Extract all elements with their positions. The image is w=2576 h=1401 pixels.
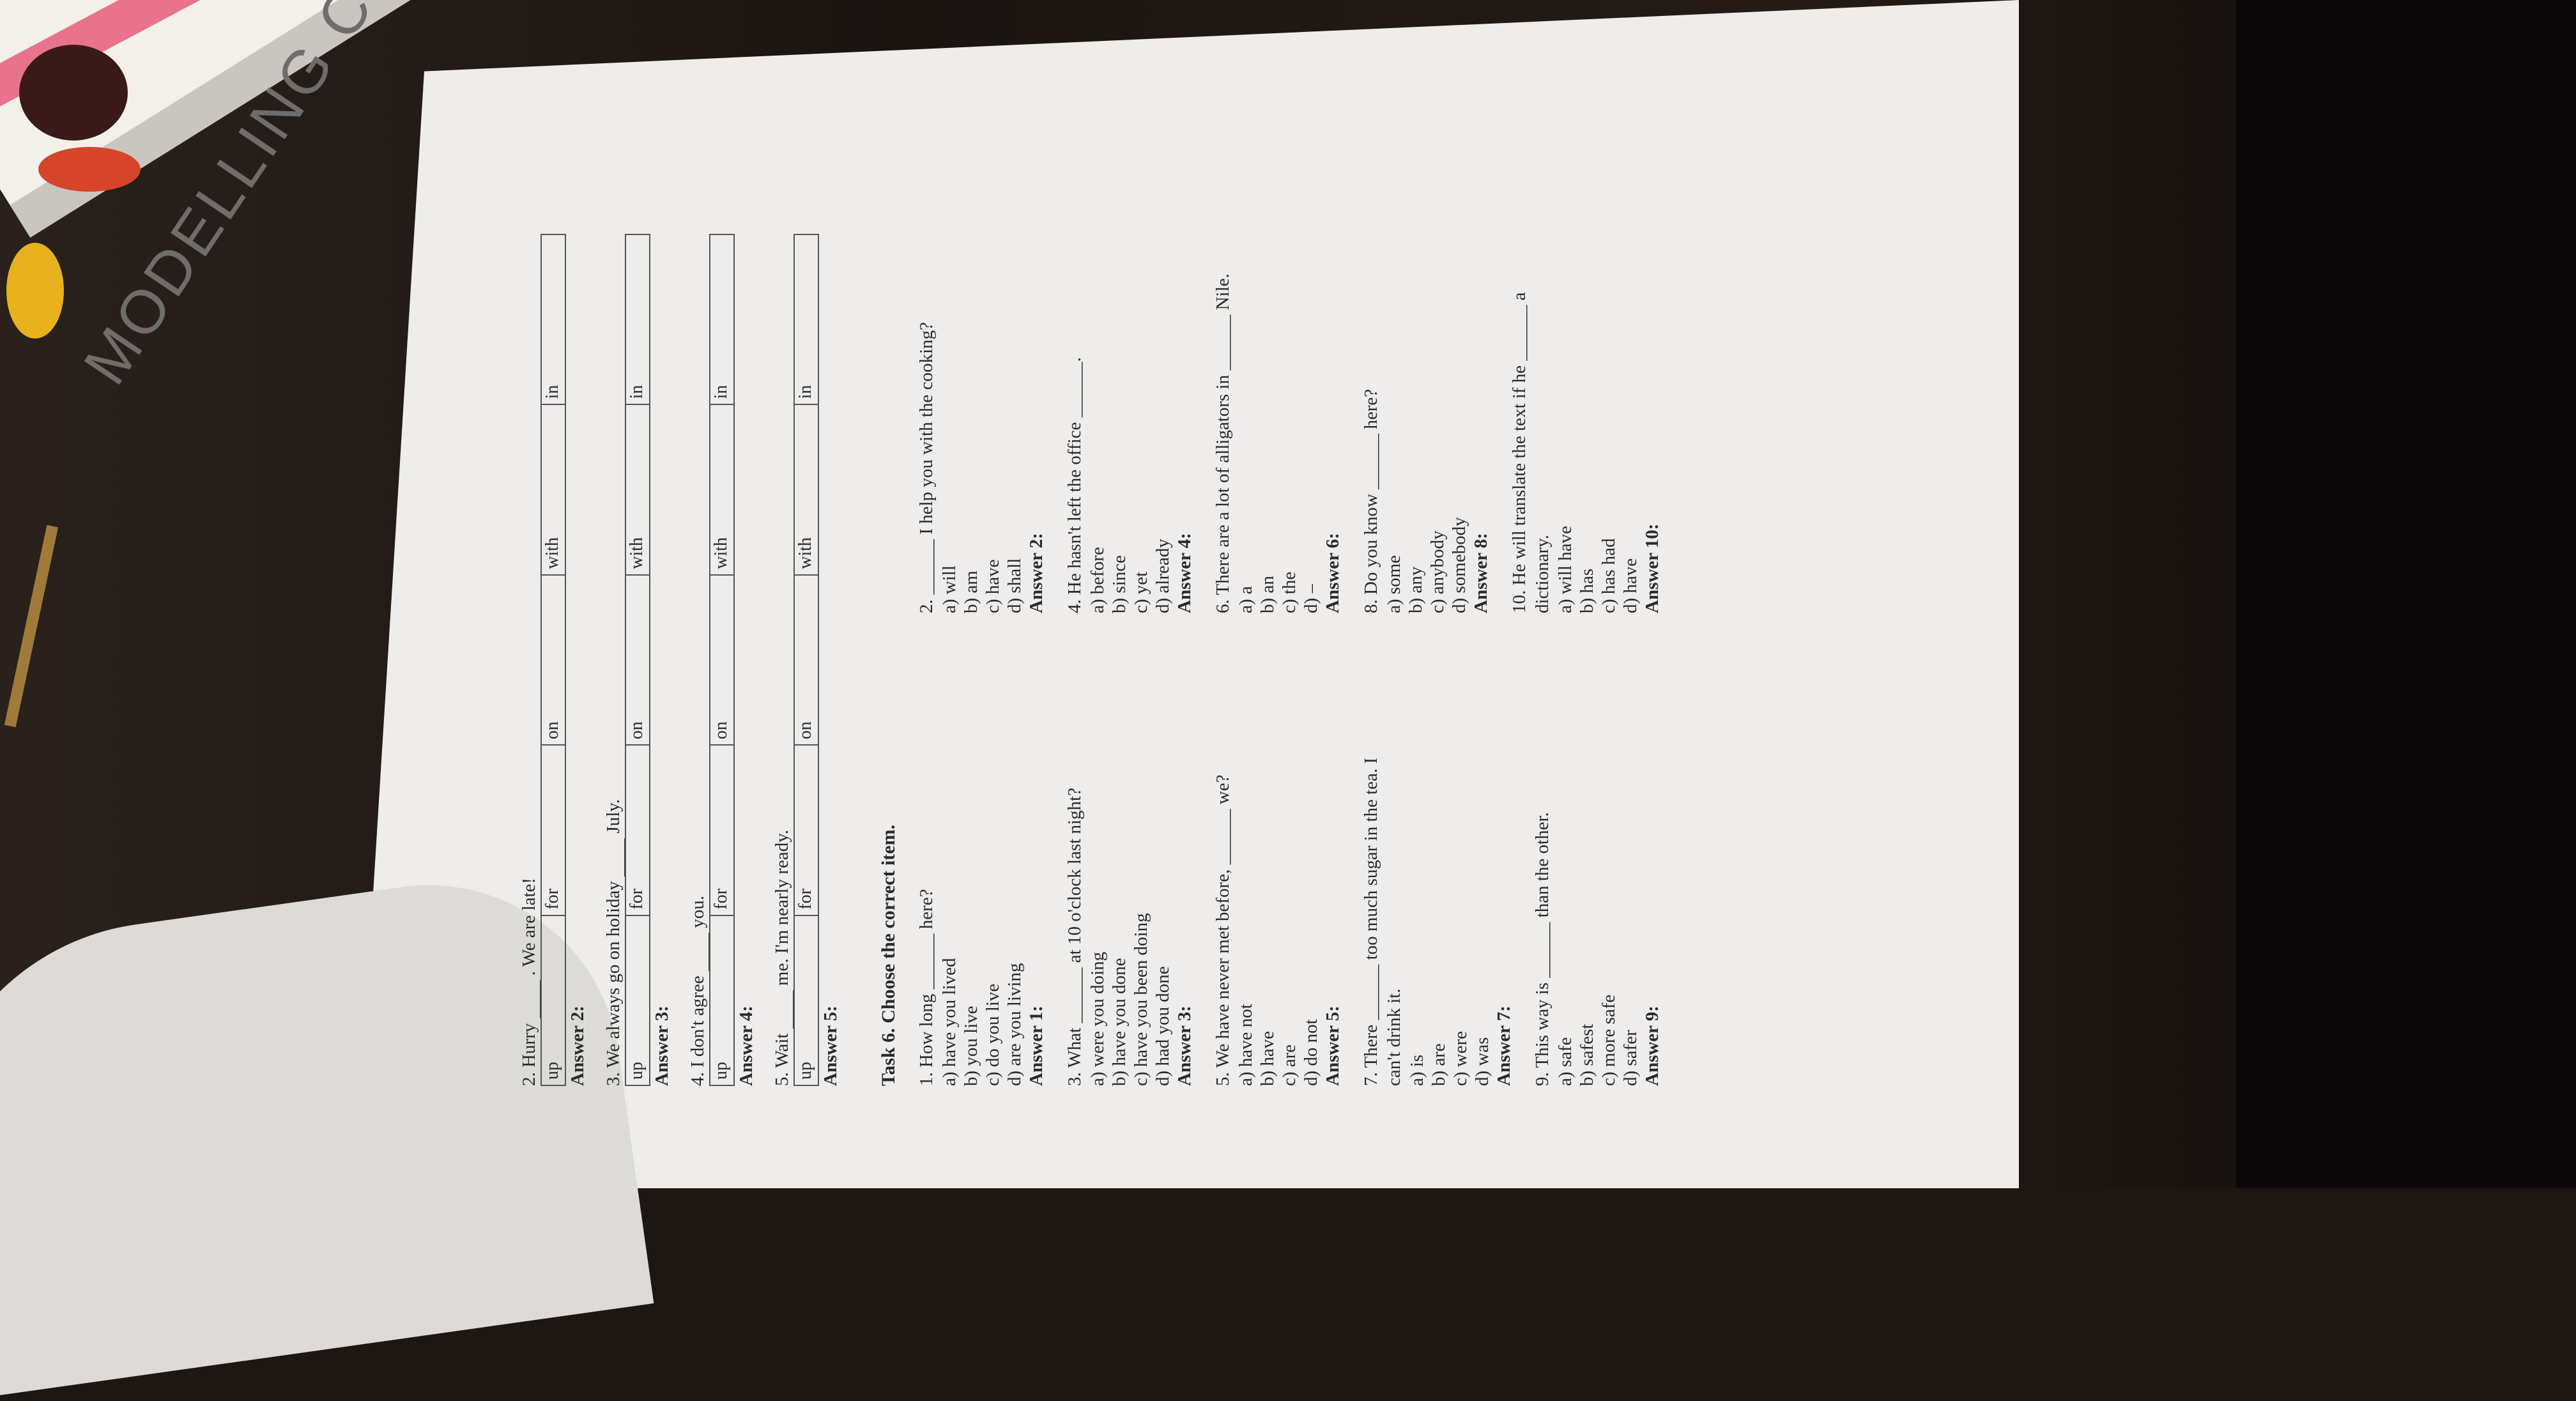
right-question: 10. He will translate the text if he ______ a <box>1509 292 1529 613</box>
right-option: c) the <box>1279 571 1300 613</box>
right-question-cont: dictionary. <box>1532 535 1552 613</box>
option-cell[interactable]: on <box>795 574 818 744</box>
option-cell[interactable]: in <box>711 385 731 399</box>
answer-blank[interactable] <box>525 980 541 1018</box>
left-option: a) have you lived <box>939 958 960 1086</box>
left-question: 7. There ______ too much sugar in the tea. I <box>1361 757 1381 1086</box>
option-cell[interactable]: up <box>795 915 818 1085</box>
worksheet-content <box>492 51 1949 1112</box>
task6-title: Task 6. Choose the correct item. <box>878 824 899 1086</box>
right-option: c) anybody <box>1427 530 1448 613</box>
option-cell[interactable]: in <box>542 385 562 399</box>
left-option: d) are you living <box>1004 963 1025 1086</box>
right-option: a) will <box>939 565 960 613</box>
option-cell[interactable]: with <box>795 404 818 574</box>
right-option: a) some <box>1384 555 1404 613</box>
option-cell[interactable]: for <box>542 744 565 914</box>
right-option: b) am <box>961 570 981 613</box>
left-option: b) are <box>1429 1043 1449 1086</box>
left-question: 3. What ______ at 10 o'clock last night? <box>1064 788 1085 1086</box>
answer-blank[interactable] <box>693 933 710 971</box>
left-question: 9. This way is ______ than the other. <box>1532 812 1552 1086</box>
left-question-cont: can't drink it. <box>1384 988 1404 1086</box>
right-answer-label: Answer 8: <box>1471 533 1491 613</box>
right-option: a) will have <box>1555 526 1575 613</box>
right-question: 4. He hasn't left the office ______. <box>1064 357 1085 613</box>
option-cell[interactable]: up <box>626 915 649 1085</box>
left-answer-label: Answer 9: <box>1642 1006 1662 1086</box>
left-question: 1. How long ______ here? <box>916 889 937 1086</box>
options-table <box>540 234 566 1086</box>
right-answer-label: Answer 6: <box>1322 533 1343 613</box>
right-option: b) any <box>1406 566 1426 613</box>
right-option: c) have <box>983 559 1003 613</box>
answer-label: Answer 2: <box>567 1006 588 1086</box>
options-table <box>793 234 819 1086</box>
left-answer-label: Answer 5: <box>1322 1006 1343 1086</box>
option-cell[interactable]: for <box>710 744 733 914</box>
left-option: c) were <box>1450 1030 1471 1086</box>
option-cell[interactable]: up <box>710 915 733 1085</box>
right-option: b) an <box>1257 576 1278 613</box>
right-option: d) – <box>1301 584 1321 613</box>
left-question: 5. We have never met before, ______ we? <box>1213 774 1233 1086</box>
option-cell[interactable]: for <box>626 744 649 914</box>
paint-splash-red <box>38 147 141 192</box>
left-answer-label: Answer 7: <box>1494 1006 1514 1086</box>
left-option: a) is <box>1407 1054 1427 1086</box>
right-question: 8. Do you know ______ here? <box>1361 388 1381 613</box>
left-option: a) were you doing <box>1087 951 1108 1086</box>
right-option: c) yet <box>1131 571 1151 613</box>
right-question: 2. ______ I help you with the cooking? <box>916 322 937 613</box>
left-answer-label: Answer 1: <box>1026 1006 1046 1086</box>
right-question: 6. There are a lot of alligators in ______ Nile. <box>1213 273 1233 613</box>
paint-splash-yellow <box>6 243 64 339</box>
right-option: d) have <box>1620 558 1641 613</box>
left-option: d) was <box>1472 1037 1492 1086</box>
answer-label: Answer 4: <box>736 1006 756 1086</box>
right-option: a) before <box>1087 547 1108 613</box>
option-cell[interactable]: for <box>795 744 818 914</box>
question-q3: 3. We always go on holiday July. <box>602 799 625 1086</box>
option-cell[interactable]: in <box>795 385 815 399</box>
option-cell[interactable]: on <box>710 574 733 744</box>
option-cell[interactable]: on <box>626 574 649 744</box>
options-table <box>709 234 735 1086</box>
right-answer-label: Answer 4: <box>1174 533 1195 613</box>
answer-label: Answer 5: <box>820 1006 841 1086</box>
dark-area <box>2236 0 2576 1188</box>
right-option: b) has <box>1577 568 1597 613</box>
left-option: d) do not <box>1301 1019 1321 1086</box>
left-option: b) have you done <box>1109 958 1130 1086</box>
left-option: b) you live <box>961 1006 981 1086</box>
left-option: a) safe <box>1555 1037 1575 1086</box>
answer-blank[interactable] <box>778 990 794 1029</box>
option-cell[interactable]: with <box>542 404 565 574</box>
right-answer-label: Answer 2: <box>1026 533 1046 613</box>
left-option: b) have <box>1257 1030 1278 1086</box>
option-cell[interactable]: in <box>627 385 647 399</box>
answer-label: Answer 3: <box>652 1006 672 1086</box>
left-option: d) had you done <box>1153 966 1173 1086</box>
left-option: a) have not <box>1236 1004 1256 1086</box>
option-cell[interactable]: on <box>542 574 565 744</box>
left-answer-label: Answer 3: <box>1174 1006 1195 1086</box>
left-option: d) safer <box>1620 1030 1641 1086</box>
right-option: c) has had <box>1598 538 1619 613</box>
left-option: c) more safe <box>1598 994 1619 1086</box>
option-cell[interactable]: with <box>626 404 649 574</box>
clay-blob <box>19 45 128 141</box>
left-option: c) are <box>1279 1044 1300 1086</box>
question-q4: 4. I don't agree you. <box>686 896 710 1086</box>
question-q5: 5. Wait me. I'm nearly ready. <box>770 830 794 1086</box>
left-option: b) safest <box>1577 1023 1597 1086</box>
right-option: d) already <box>1153 539 1173 613</box>
right-option: a) a <box>1236 586 1256 613</box>
option-cell[interactable]: with <box>710 404 733 574</box>
left-option: c) do you live <box>983 983 1003 1086</box>
left-option: c) have you been doing <box>1131 913 1151 1086</box>
right-option: d) somebody <box>1449 517 1469 613</box>
right-option: d) shall <box>1004 558 1025 613</box>
right-answer-label: Answer 10: <box>1642 523 1662 613</box>
question-q2: 2. Hurry . We are late! <box>518 878 541 1086</box>
options-table <box>625 234 650 1086</box>
right-option: b) since <box>1109 555 1130 613</box>
answer-blank[interactable] <box>609 838 625 877</box>
option-cell[interactable]: up <box>542 915 565 1085</box>
